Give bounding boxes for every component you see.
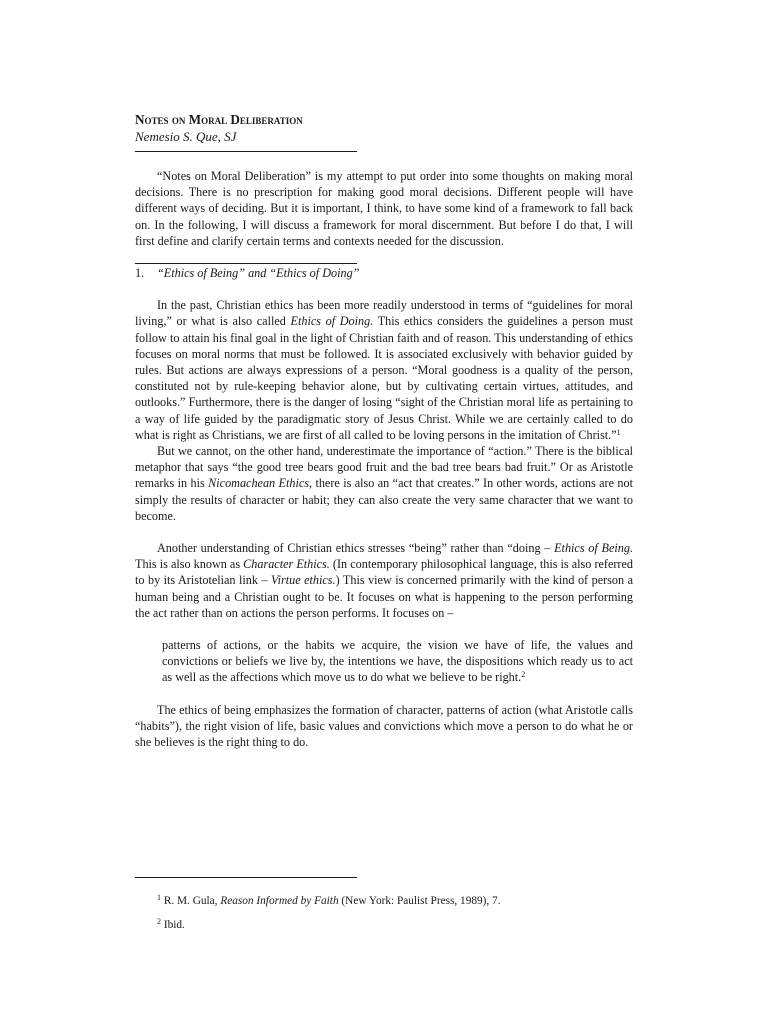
paragraph-1: [135, 297, 633, 443]
paragraph-4: The ethics of being emphasizes the formation of character, patterns of action (what Aristotle calls “habits”), the right vision of life, basic values and convictions which move a person to do what he or she believes is the right thing to do.: [135, 702, 633, 750]
paragraph-3-text-a: Another understanding of Christian ethics stresses “being” rather than “doing –: [157, 541, 555, 556]
paragraph-3-text-d: ) This view is concerned primarily with the kind of person a human being and a Christian ought to be. It focuses on what is happening to the person performing the act rather than on actions the person performs. It focuses on –: [135, 573, 633, 620]
paragraph-2-text-a: But we cannot, on the other hand, underestimate the importance of “action.” There is the biblical metaphor that says “the good tree bears good fruit and the bad tree bears bad fruit.” Or as Aristotle remarks in his: [135, 444, 633, 491]
footnote-1: [157, 894, 501, 908]
section-title: “Ethics of Being” and “Ethics of Doing”: [157, 266, 360, 281]
paragraph-2-text-b: there is also an “act that creates.” In other words, actions are not simply the results of character or habit; they can also create the very same character that we want to become.: [135, 476, 633, 523]
paragraph-1-emphasis: Ethics of Doing.: [290, 314, 374, 329]
footnote-2-text: Ibid.: [161, 919, 185, 931]
paragraph-2-emphasis: Nicomachean Ethics,: [208, 476, 313, 491]
footnote-ref-2[interactable]: 2: [521, 670, 526, 680]
document-title: Notes on Moral Deliberation: [135, 112, 303, 127]
paragraph-1-text-b: This ethics considers the guidelines a person must follow to attain his final goal in the light of Christian faith and of reason. This understanding of ethics focuses on moral norms that must be followed. It is associated exclusively with behavior guided by rules. But actions are always expressions of a person. “Moral goodness is a quality of the person, constituted not by rule-keeping behavior alone, but by cultivating certain virtues, attitudes, and outlooks.” Furthermore, there is the danger of losing “sight of the Christian moral life as pertaining to a way of life guided by the paradigmatic story of Jesus Christ. While we are certainly called to do what is right as Christians, we are first of all called to be loving persons in the imitation of Christ.”: [135, 314, 633, 442]
footnote-divider: [135, 877, 357, 878]
footnote-2: [157, 918, 185, 932]
footnote-1-book-title: Reason Informed by Faith: [220, 895, 339, 907]
footnote-1-text-b: (New York: Paulist Press, 1989), 7.: [338, 895, 501, 907]
paragraph-2: [135, 443, 633, 524]
intro-paragraph: “Notes on Moral Deliberation” is my attempt to put order into some thoughts on making moral decisions. There is no prescription for making good moral decisions. Different people will have different ways of deciding. But it is important, I think, to have some kind of a framework to fall back on. In the following, I will discuss a framework for moral discernment. But before I do that, I will first define and clarify certain terms and contexts needed for the discussion.: [135, 169, 633, 248]
section-number: 1.: [135, 266, 145, 281]
block-quote: [162, 637, 633, 686]
block-quote-text: patterns of actions, or the habits we acquire, the vision we have of life, the values and convictions or beliefs we live by, the intentions we have, the dispositions which ready us to act as well as the affections which move us to do what we believe to be right.: [162, 638, 633, 685]
paragraph-3-text-b: This is also known as: [135, 557, 244, 572]
footnote-1-mark: 1: [157, 893, 161, 902]
paragraph-3-emphasis-2: Character Ethics.: [243, 557, 330, 572]
paragraph-3: [135, 540, 633, 621]
footnote-1-text-a: R. M. Gula,: [161, 895, 221, 907]
section-divider: [135, 263, 357, 264]
footnote-ref-1[interactable]: 1: [616, 427, 621, 437]
footnote-2-mark: 2: [157, 917, 161, 926]
document-body: [135, 112, 633, 750]
author-name: Nemesio S. Que, SJ: [135, 129, 237, 144]
paragraph-3-emphasis-3: Virtue ethics.: [271, 573, 336, 588]
paragraph-3-emphasis-1: Ethics of Being.: [554, 541, 633, 556]
paragraph-3-text-c: (In contemporary philosophical language, this is also referred to by its Aristotelian link –: [135, 557, 633, 588]
section-heading: [135, 265, 633, 281]
paragraph-1-text-a: In the past, Christian ethics has been more readily understood in terms of “guidelines for moral living,” or what is also called: [135, 298, 633, 329]
